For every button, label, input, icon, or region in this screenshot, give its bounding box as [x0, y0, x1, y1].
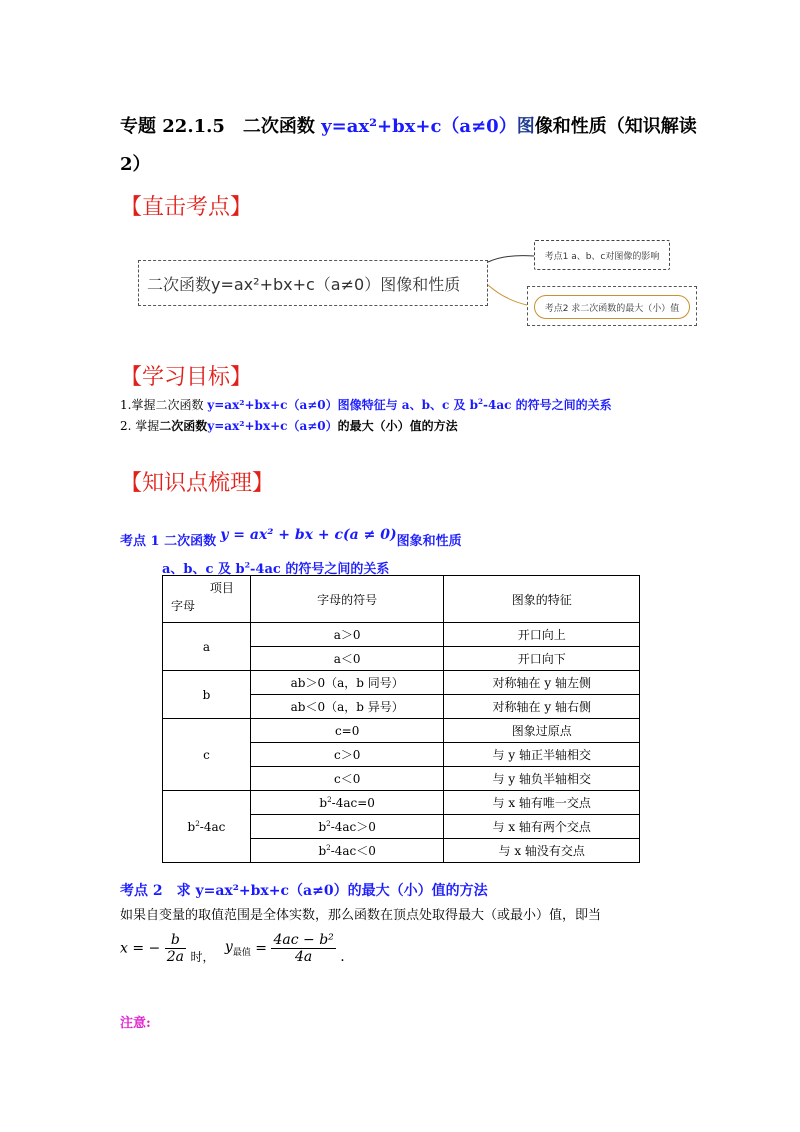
- letter-cell-discriminant: $b^2-4ac$: [163, 791, 251, 863]
- goal-2-bold: 二次函数: [159, 419, 208, 433]
- table-row: [163, 719, 640, 743]
- goal-1-prefix: 1.掌握二次函数: [120, 398, 208, 412]
- title-text-3: 像和性质（知识解读: [534, 116, 697, 137]
- page-title-line2: 2）: [120, 154, 151, 175]
- header-feature: 图象的特征: [444, 576, 640, 623]
- title-formula: y=ax²+bx+c（a≠0）: [321, 116, 517, 137]
- goal-1: [120, 396, 612, 413]
- feature-cell: 对称轴在 y 轴左侧: [444, 671, 640, 695]
- feature-cell: 与 y 轴正半轴相交: [444, 743, 640, 767]
- table-row: [163, 623, 640, 647]
- sign-cell: a＞0: [250, 623, 444, 647]
- table-row: [163, 671, 640, 695]
- goal-2: [120, 417, 458, 434]
- x-fraction: $\frac{b}{2a}$: [166, 932, 184, 965]
- title-text: 专题 22.1.5 二次函数: [120, 116, 322, 137]
- vertex-formula: [120, 932, 345, 965]
- table-row: [163, 791, 640, 815]
- note-label: 注意:: [120, 1016, 151, 1031]
- table-header-row: [163, 576, 640, 623]
- mindmap-node-point1: 考点1 a、b、c对图像的影响: [534, 240, 670, 270]
- y-fraction: $\frac{\text{4ac − b²}}{4a}$: [273, 932, 334, 965]
- title-text-2: 图: [516, 116, 535, 137]
- mindmap-node-point2: 考点2 求二次函数的最大（小）值: [534, 295, 690, 319]
- feature-cell: 开口向下: [444, 647, 640, 671]
- mindmap-main-node: 二次函数y=ax²+bx+c（a≠0）图像和性质: [138, 260, 488, 306]
- point1-label: 考点 1 二次函数: [120, 534, 217, 549]
- letter-cell-c: c: [163, 719, 251, 791]
- sign-cell: c＞0: [250, 743, 444, 767]
- sign-cell: c=0: [250, 719, 444, 743]
- feature-cell: 对称轴在 y 轴右侧: [444, 695, 640, 719]
- section-heading-knowledge: 【知识点梳理】: [120, 471, 275, 496]
- section-heading-goals: 【学习目标】: [120, 365, 253, 390]
- table-diagonal-header: [163, 576, 251, 623]
- equals-sign: =: [255, 940, 268, 957]
- point1-formula: y = ax² + bx + c(a ≠ 0): [220, 527, 397, 543]
- properties-table: [162, 575, 640, 863]
- section-heading-direct: 【直击考点】: [120, 195, 253, 220]
- table-caption: a、b、c 及 $b^2-4ac$ 的符号之间的关系: [162, 560, 390, 577]
- goal-2-suffix: 的最大（小）值的方法: [337, 419, 458, 433]
- sign-cell: c＜0: [250, 767, 444, 791]
- sign-cell: ab＞0（a，b 同号）: [250, 671, 444, 695]
- feature-cell: 图象过原点: [444, 719, 640, 743]
- feature-cell: 与 x 轴没有交点: [444, 839, 640, 863]
- feature-cell: 开口向上: [444, 623, 640, 647]
- feature-cell: 与 y 轴负半轴相交: [444, 767, 640, 791]
- when-text: 时，: [190, 950, 215, 964]
- point2-heading: 考点 2 求 y=ax²+bx+c（a≠0）的最大（小）值的方法: [120, 883, 488, 899]
- sign-cell: a＜0: [250, 647, 444, 671]
- header-sign: 字母的符号: [250, 576, 444, 623]
- mindmap-connectors: [0, 0, 800, 400]
- goal-2-formula: y=ax²+bx+c（a≠0）: [207, 419, 338, 433]
- letter-cell-a: a: [163, 623, 251, 671]
- x-lhs: x = −: [120, 940, 161, 957]
- feature-cell: 与 x 轴有唯一交点: [444, 791, 640, 815]
- point1-heading: [120, 527, 462, 549]
- sign-cell: $b^2-4ac<0$: [250, 839, 444, 863]
- period: .: [340, 949, 345, 965]
- point1-suffix: 图象和性质: [396, 534, 462, 549]
- goal-1-formula: y=ax²+bx+c（a≠0）图像特征与 a、b、c 及 $b^2-4ac$ 的符号之间的关系: [207, 397, 612, 412]
- point2-text: 如果自变量的取值范围是全体实数，那么函数在顶点处取得最大（或最小）值，即当: [120, 908, 602, 923]
- sign-cell: $b^2-4ac>0$: [250, 815, 444, 839]
- header-letter: 字母: [171, 599, 196, 613]
- sign-cell: ab＜0（a，b 异号）: [250, 695, 444, 719]
- sign-cell: $b^2-4ac=0$: [250, 791, 444, 815]
- header-item: 项目: [209, 581, 234, 595]
- y-var: $y_{最值}$: [224, 939, 251, 958]
- goal-2-prefix: 2. 掌握: [120, 419, 160, 433]
- letter-cell-b: b: [163, 671, 251, 719]
- feature-cell: 与 x 轴有两个交点: [444, 815, 640, 839]
